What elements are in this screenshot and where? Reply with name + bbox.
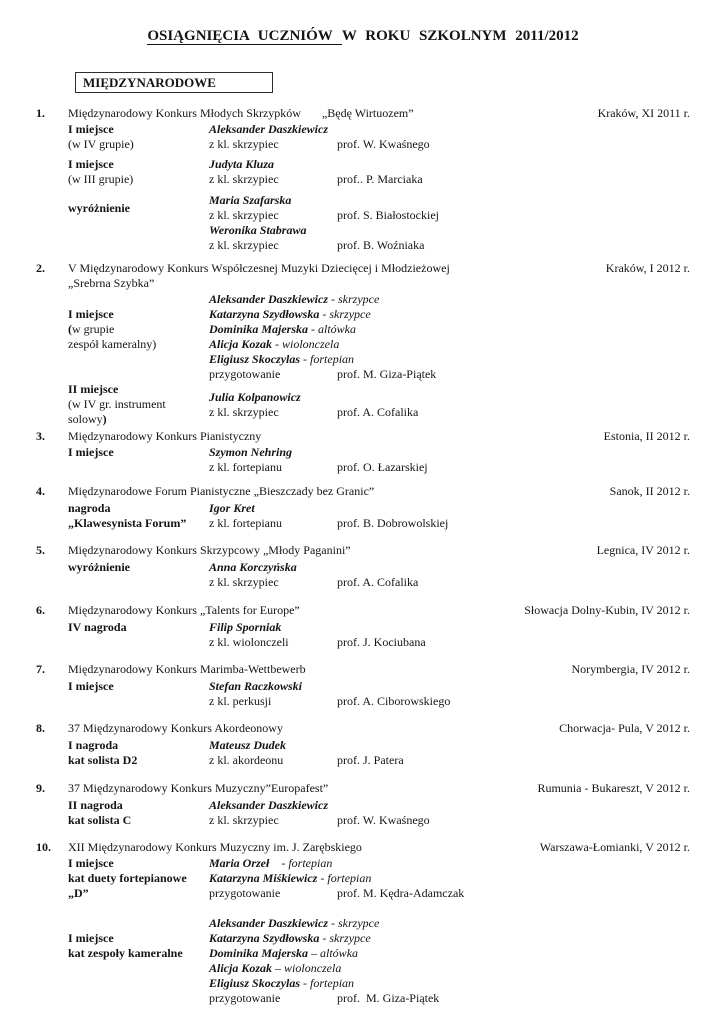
instrument-label: - skrzypce	[328, 916, 380, 930]
award-label-text: kat zespoły kameralne	[68, 946, 183, 960]
competition-item	[36, 106, 690, 253]
entry-line	[209, 991, 690, 1006]
competition-title	[68, 603, 300, 618]
entry-line	[209, 501, 690, 516]
award-cell	[68, 157, 209, 187]
competition-title	[68, 840, 362, 855]
award-label-text: I miejsce	[68, 445, 114, 459]
entry-line	[209, 352, 690, 367]
entry-line	[209, 307, 690, 322]
student-name: Aleksander Daszkiewicz	[209, 122, 329, 136]
entry-line	[209, 679, 690, 694]
item-number: 4.	[36, 484, 45, 498]
student-name: Stefan Raczkowski	[209, 679, 303, 693]
award-label-text: „D”	[68, 886, 89, 900]
award-label	[68, 307, 209, 322]
instrument-class: z kl. perkusji	[209, 694, 272, 708]
competition-item	[36, 484, 690, 531]
award-label	[68, 516, 209, 531]
entry-line	[209, 292, 690, 307]
item-header	[36, 721, 690, 736]
entry-line	[209, 172, 690, 187]
entries-cell	[209, 157, 690, 187]
award-label	[68, 753, 209, 768]
award-label-text: I miejsce	[68, 157, 114, 171]
item-number: 1.	[36, 106, 45, 120]
item-number: 10.	[36, 840, 51, 854]
page-title-underlined: OSIĄGNIĘCIA UCZNIÓW	[147, 28, 341, 45]
competition-item	[36, 721, 690, 768]
student-name: Aleksander Daszkiewicz	[209, 292, 329, 306]
entry-line	[209, 337, 690, 352]
competition-title-line: Międzynarodowy Konkurs „Talents for Europe”	[68, 603, 300, 617]
teacher-name: prof. W. Kwaśnego	[337, 813, 430, 827]
instrument-class: z kl. skrzypiec	[209, 172, 279, 186]
entry-line	[209, 460, 690, 475]
item-header	[36, 543, 690, 558]
competition-title	[68, 662, 306, 677]
student-name: Dominika Majerska	[209, 946, 309, 960]
award-label	[68, 560, 209, 575]
award-row	[68, 445, 690, 475]
award-label	[68, 871, 209, 886]
competition-date: Rumunia - Bukareszt, V 2012 r.	[537, 781, 690, 795]
competition-date: Sanok, II 2012 r.	[609, 484, 690, 498]
award-label	[68, 397, 209, 412]
entries-cell	[209, 856, 690, 901]
entry-line	[209, 516, 690, 531]
competition-item	[36, 429, 690, 475]
instrument-class: z kl. skrzypiec	[209, 813, 279, 827]
entry-line	[209, 694, 690, 709]
item-number: 8.	[36, 721, 45, 735]
competition-title-line: V Międzynarodowy Konkurs Współczesnej Muzyki Dziecięcej i Młodzieżowej	[68, 261, 450, 275]
teacher-name: prof. M. Giza-Piątek	[337, 367, 437, 381]
student-name: Maria Orzeł	[209, 856, 270, 870]
instrument-class: przygotowanie	[209, 991, 281, 1005]
student-name: Katarzyna Szydłowska	[209, 931, 320, 945]
entry-line	[209, 122, 690, 137]
competition-title-line: 37 Międzynarodowy Konkurs Muzyczny”Europafest”	[68, 781, 329, 795]
competition-item	[36, 261, 690, 427]
entry-line	[209, 961, 690, 976]
award-cell	[68, 738, 209, 768]
instrument-class: z kl. akordeonu	[209, 753, 284, 767]
item-rows	[68, 620, 690, 650]
student-name: Eligiusz Skoczylas	[209, 976, 301, 990]
award-label-text: wyróżnienie	[68, 200, 130, 215]
award-label	[68, 337, 209, 352]
award-cell	[68, 122, 209, 152]
award-cell	[68, 445, 209, 460]
award-row	[68, 193, 690, 223]
award-cell	[68, 560, 209, 575]
award-label	[68, 137, 209, 152]
student-name: Weronika Stabrawa	[209, 223, 307, 237]
instrument-class: przygotowanie	[209, 886, 281, 900]
competition-item	[36, 543, 690, 590]
section-label: MIĘDZYNARODOWE	[83, 75, 216, 90]
entry-line	[209, 238, 690, 253]
item-number: 7.	[36, 662, 45, 676]
instrument-class: z kl. skrzypiec	[209, 575, 279, 589]
items-list	[36, 106, 690, 1006]
student-name: Dominika Majerska	[209, 322, 309, 336]
teacher-name: prof. M. Giza-Piątek	[337, 991, 440, 1005]
item-number: 2.	[36, 261, 45, 275]
entry-line	[209, 635, 690, 650]
teacher-name: prof. J. Kociubana	[337, 635, 426, 649]
item-number: 9.	[36, 781, 45, 795]
instrument-class: z kl. wiolonczeli	[209, 635, 289, 649]
award-label-text: I miejsce	[68, 307, 114, 321]
item-number: 6.	[36, 603, 45, 617]
instrument-class: z kl. skrzypiec	[209, 404, 279, 419]
entries-cell	[209, 798, 690, 828]
teacher-name: prof. J. Patera	[337, 753, 404, 767]
instrument-label: - fortepian	[269, 856, 333, 870]
award-row	[68, 856, 690, 901]
student-name: Mateusz Dudek	[209, 738, 287, 752]
entry-line	[209, 193, 690, 208]
student-name: Alicja Kozak	[209, 961, 273, 975]
competition-title	[68, 106, 414, 121]
competition-item	[36, 603, 690, 650]
award-row	[68, 501, 690, 531]
award-label	[68, 856, 209, 871]
award-label	[68, 620, 209, 635]
student-name: Eligiusz Skoczylas	[209, 352, 301, 366]
item-header	[36, 429, 690, 444]
entry-line	[209, 405, 690, 420]
instrument-label: - fortepian	[317, 871, 372, 885]
teacher-name: prof. A. Ciborowskiego	[337, 694, 451, 708]
instrument-class: z kl. fortepianu	[209, 516, 282, 530]
item-header	[36, 662, 690, 677]
entries-cell	[209, 193, 690, 223]
student-name: Katarzyna Szydłowska	[209, 307, 320, 321]
award-label	[68, 886, 209, 901]
award-cell	[68, 292, 209, 352]
award-row	[68, 560, 690, 590]
award-cell	[68, 916, 209, 961]
competition-item	[36, 662, 690, 709]
award-label	[68, 501, 209, 516]
item-header	[36, 106, 690, 121]
award-row	[68, 620, 690, 650]
teacher-name: prof. A. Cofalika	[337, 404, 419, 419]
item-rows	[68, 560, 690, 590]
competition-date: Słowacja Dolny-Kubin, IV 2012 r.	[524, 603, 690, 617]
competition-title-line: „Srebrna Szybka”	[68, 276, 155, 290]
award-label-text: wyróżnienie	[68, 560, 130, 574]
item-rows	[68, 798, 690, 828]
entry-line	[209, 886, 690, 901]
award-label-text: „Klawesynista Forum”	[68, 516, 187, 530]
award-row	[68, 738, 690, 768]
student-name: Julia Kolpanowicz	[209, 389, 301, 404]
award-label-text: I miejsce	[68, 931, 114, 945]
item-rows	[68, 501, 690, 531]
item-rows	[68, 445, 690, 475]
page-title	[36, 28, 690, 44]
award-row	[68, 292, 690, 382]
award-label-text: kat solista D2	[68, 753, 138, 767]
entries-cell	[209, 679, 690, 709]
instrument-class: z kl. skrzypiec	[209, 137, 279, 151]
entries-cell	[209, 738, 690, 768]
item-rows	[68, 292, 690, 427]
entries-cell	[209, 390, 690, 420]
award-label	[68, 946, 209, 961]
entry-line	[209, 916, 690, 931]
competition-title-line: Międzynarodowy Konkurs Skrzypcowy „Młody Paganini”	[68, 543, 351, 557]
competition-date: Kraków, XI 2011 r.	[597, 106, 690, 120]
instrument-label: - skrzypce	[319, 307, 371, 321]
award-row	[68, 223, 690, 253]
award-cell	[68, 679, 209, 694]
award-label	[68, 157, 209, 172]
entry-line	[209, 753, 690, 768]
award-label	[68, 798, 209, 813]
student-name: Szymon Nehring	[209, 445, 293, 459]
entries-cell	[209, 560, 690, 590]
teacher-name: prof.. P. Marciaka	[337, 172, 423, 186]
award-label-text: II miejsce	[68, 382, 119, 396]
entry-line	[209, 367, 690, 382]
award-label-text: I nagroda	[68, 738, 119, 752]
item-number: 3.	[36, 429, 45, 443]
competition-date: Estonia, II 2012 r.	[603, 429, 690, 443]
competition-date: Warszawa-Łomianki, V 2012 r.	[539, 840, 690, 854]
award-label-text: I miejsce	[68, 679, 114, 693]
award-label	[68, 813, 209, 828]
award-row	[68, 798, 690, 828]
award-label-text: kat solista C	[68, 813, 132, 827]
entry-line	[209, 208, 690, 223]
award-row	[68, 157, 690, 187]
award-label	[68, 412, 209, 427]
entry-line	[209, 223, 690, 238]
item-header	[36, 261, 690, 291]
competition-title-line: Międzynarodowe Forum Pianistyczne „Bieszczady bez Granic”	[68, 484, 375, 498]
section-header-box	[75, 72, 273, 93]
award-cell	[68, 382, 209, 427]
entries-cell	[209, 122, 690, 152]
award-cell	[68, 201, 209, 216]
competition-date: Norymbergia, IV 2012 r.	[571, 662, 690, 676]
award-label-text: I miejsce	[68, 856, 114, 870]
instrument-label: - fortepian	[300, 976, 355, 990]
student-name: Aleksander Daszkiewicz	[209, 798, 329, 812]
competition-title	[68, 543, 351, 558]
entry-line	[209, 871, 690, 886]
teacher-name: prof. O. Łazarskiej	[337, 460, 428, 474]
award-label	[68, 679, 209, 694]
entry-line	[209, 813, 690, 828]
award-label	[68, 738, 209, 753]
entry-line	[209, 322, 690, 337]
instrument-class: z kl. skrzypiec	[209, 208, 279, 222]
instrument-label: - skrzypce	[319, 931, 371, 945]
entry-line	[209, 560, 690, 575]
item-rows	[68, 856, 690, 1006]
student-name: Katarzyna Miśkiewicz	[209, 871, 318, 885]
entry-line	[209, 157, 690, 172]
instrument-label: - altówka	[308, 322, 357, 336]
award-row	[68, 679, 690, 709]
instrument-label: – wiolonczela	[272, 961, 342, 975]
teacher-name: prof. M. Kędra-Adamczak	[337, 886, 465, 900]
instrument-label: - fortepian	[300, 352, 355, 366]
teacher-name: prof. S. Białostockiej	[337, 208, 439, 222]
award-label-text: nagroda	[68, 501, 111, 515]
award-label	[68, 382, 209, 397]
entry-line	[209, 856, 690, 871]
instrument-class: z kl. skrzypiec	[209, 238, 279, 252]
award-label-text: I miejsce	[68, 122, 114, 136]
award-row	[68, 916, 690, 1006]
page-title-rest: W ROKU SZKOLNYM 2011/2012	[341, 28, 579, 44]
entry-line	[209, 738, 690, 753]
item-rows	[68, 738, 690, 768]
competition-title	[68, 261, 450, 291]
entry-line	[209, 976, 690, 991]
item-header	[36, 484, 690, 499]
entries-cell	[209, 292, 690, 382]
entry-line	[209, 575, 690, 590]
award-label	[68, 445, 209, 460]
award-label-text: solowy	[68, 412, 103, 426]
instrument-label: - skrzypce	[328, 292, 380, 306]
student-name: Filip Sporniak	[209, 620, 282, 634]
item-number: 5.	[36, 543, 45, 557]
entry-line	[209, 445, 690, 460]
competition-title	[68, 429, 261, 444]
award-label-text: (w IV gr. instrument	[68, 397, 166, 411]
entries-cell	[209, 620, 690, 650]
competition-title	[68, 721, 283, 736]
award-label-text: IV nagroda	[68, 620, 127, 634]
entries-cell	[209, 501, 690, 531]
teacher-name: prof. A. Cofalika	[337, 575, 419, 589]
entry-line	[209, 390, 690, 405]
student-name: Alicja Kozak	[209, 337, 273, 351]
award-label-text: zespół kameralny)	[68, 337, 157, 351]
award-label-text: (	[68, 322, 72, 336]
competition-title-line: Międzynarodowy Konkurs Marimba-Wettbewerb	[68, 662, 306, 676]
award-label	[68, 172, 209, 187]
competition-date: Kraków, I 2012 r.	[605, 261, 690, 275]
award-label	[68, 931, 209, 946]
competition-item	[36, 781, 690, 828]
entry-line	[209, 798, 690, 813]
competition-title-line: Międzynarodowy Konkurs Pianistyczny	[68, 429, 262, 443]
award-cell	[68, 856, 209, 901]
entries-cell	[209, 916, 690, 1006]
award-label-text: kat duety fortepianowe	[68, 871, 187, 885]
entry-line	[209, 620, 690, 635]
award-label	[68, 292, 209, 307]
teacher-name: prof. B. Woźniaka	[337, 238, 425, 252]
item-header	[36, 603, 690, 618]
student-name: Anna Korczyńska	[209, 560, 297, 574]
award-label	[68, 916, 209, 931]
instrument-class: przygotowanie	[209, 367, 281, 381]
instrument-class: z kl. fortepianu	[209, 460, 282, 474]
award-cell	[68, 620, 209, 635]
instrument-label: - wiolonczela	[272, 337, 340, 351]
competition-title-line: Międzynarodowy Konkurs Młodych Skrzypków „Będę Wirtuozem”	[68, 106, 414, 120]
competition-title	[68, 781, 328, 796]
student-name: Judyta Kluza	[209, 157, 275, 171]
teacher-name: prof. B. Dobrowolskiej	[337, 516, 449, 530]
entries-cell	[209, 223, 690, 253]
student-name: Maria Szafarska	[209, 193, 292, 207]
award-label-text: II nagroda	[68, 798, 123, 812]
item-rows	[68, 679, 690, 709]
award-cell	[68, 798, 209, 828]
award-label-text: (w III grupie)	[68, 172, 134, 186]
entries-cell	[209, 445, 690, 475]
instrument-label: – altówka	[308, 946, 359, 960]
entry-line	[209, 931, 690, 946]
item-header	[36, 840, 690, 855]
award-row	[68, 122, 690, 152]
award-label-text: (w IV grupie)	[68, 137, 134, 151]
award-row	[68, 382, 690, 427]
competition-title-line: XII Międzynarodowy Konkurs Muzyczny im. J. Zarębskiego	[68, 840, 362, 854]
competition-title-line: 37 Międzynarodowy Konkurs Akordeonowy	[68, 721, 283, 735]
student-name: Aleksander Daszkiewicz	[209, 916, 329, 930]
award-label	[68, 201, 209, 216]
item-header	[36, 781, 690, 796]
award-label	[68, 322, 209, 337]
entry-line	[209, 137, 690, 152]
award-label-text: )	[102, 412, 107, 426]
award-label	[68, 122, 209, 137]
teacher-name: prof. W. Kwaśnego	[337, 137, 430, 151]
item-rows	[68, 122, 690, 253]
student-name: Igor Kret	[209, 501, 255, 515]
competition-date: Chorwacja- Pula, V 2012 r.	[559, 721, 690, 735]
competition-date: Legnica, IV 2012 r.	[596, 543, 690, 557]
competition-title	[68, 484, 374, 499]
entry-line	[209, 946, 690, 961]
competition-item	[36, 840, 690, 1006]
award-cell	[68, 501, 209, 531]
award-label-text: w grupie	[72, 322, 115, 336]
